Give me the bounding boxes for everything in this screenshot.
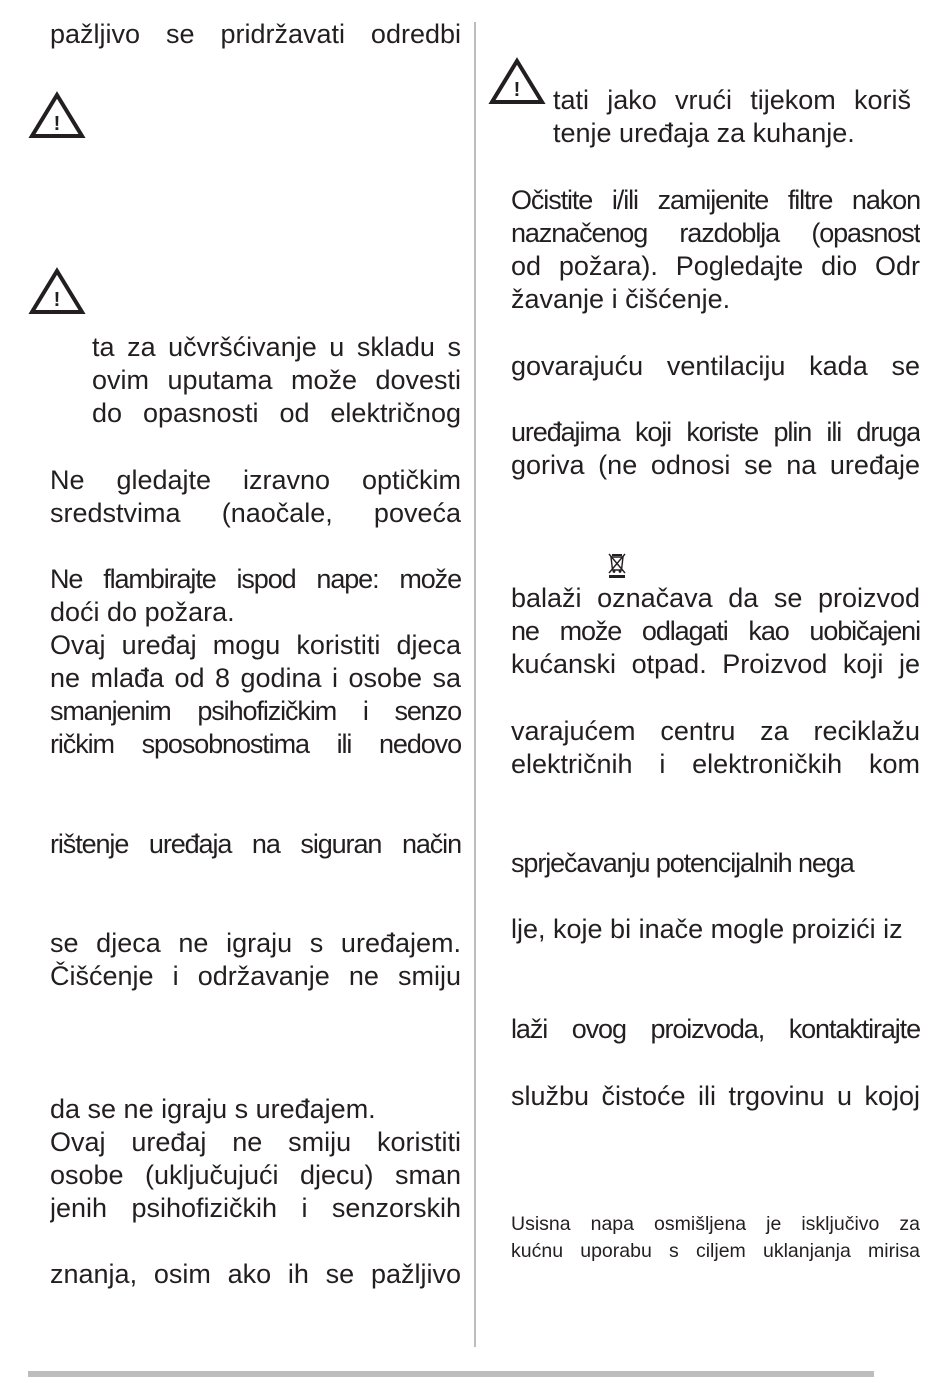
warning-triangle-icon (28, 266, 86, 316)
text-line: smanjenim psihofizičkim i senzo (50, 696, 461, 726)
text-line: tati jako vrući tijekom koriš (553, 85, 911, 115)
text-line: Ne gledajte izravno optičkim (50, 465, 461, 495)
warning-glyph: ! (53, 113, 61, 135)
text-line: znanja, osim ako ih se pažljivo (50, 1259, 461, 1289)
text-line: osobe (uključujući djecu) sman (50, 1160, 461, 1190)
warning-glyph: ! (513, 79, 521, 101)
text-line: Očistite i/ili zamijenite filtre nakon (511, 185, 920, 215)
text-line: ne mlađa od 8 godina i osobe sa (50, 663, 461, 693)
text-line: da se ne igraju s uređajem. (50, 1094, 376, 1124)
text-line: sprječavanju potencijalnih nega (511, 848, 854, 878)
text-line: sredstvima (naočale, poveća (50, 498, 461, 528)
text-line: rištenje uređaja na siguran način (50, 829, 461, 859)
page-footer-rule (28, 1371, 874, 1377)
text-line: naznačenog razdoblja (opasnost (511, 218, 920, 248)
text-line: lje, koje bi inače mogle proizići iz (511, 914, 903, 944)
text-line: govarajuću ventilaciju kada se (511, 351, 920, 381)
text-line: ta za učvršćivanje u skladu s (92, 332, 461, 362)
text-line: se djeca ne igraju s uređajem. (50, 928, 461, 958)
text-line: Usisna napa osmišljena je isključivo za (511, 1213, 920, 1235)
text-line: do opasnosti od električnog (92, 398, 461, 428)
column-divider (474, 22, 476, 1347)
text-line: uređajima koji koriste plin ili druga (511, 417, 920, 447)
warning-triangle-icon (28, 90, 86, 140)
text-line: doći do požara. (50, 597, 235, 627)
text-line: laži ovog proizvoda, kontaktirajte (511, 1014, 920, 1044)
text-line: tenje uređaja za kuhanje. (553, 118, 855, 148)
crossed-out-wheelie-bin-icon (606, 551, 628, 579)
text-line: Ne flambirajte ispod nape: može (50, 564, 461, 594)
text-line: ovim uputama može dovesti (92, 365, 461, 395)
text-line: pažljivo se pridržavati odredbi (50, 19, 461, 49)
text-line: jenih psihofizičkih i senzorskih (50, 1193, 461, 1223)
text-line: kućnu uporabu s ciljem uklanjanja mirisa (511, 1240, 920, 1262)
text-line: električnih i elektroničkih kom (511, 749, 920, 779)
text-line: službu čistoće ili trgovinu u kojoj (511, 1081, 920, 1111)
text-line: ne može odlagati kao uobičajeni (511, 616, 920, 646)
text-line: Ovaj uređaj mogu koristiti djeca (50, 630, 461, 660)
text-line: žavanje i čišćenje. (511, 284, 731, 314)
text-line: Čišćenje i održavanje ne smiju (50, 961, 461, 991)
text-line: od požara). Pogledajte dio Odr (511, 251, 920, 281)
warning-triangle-icon (488, 56, 546, 106)
text-line: kućanski otpad. Proizvod koji je (511, 649, 920, 679)
text-line: Ovaj uređaj ne smiju koristiti (50, 1127, 461, 1157)
text-line: varajućem centru za reciklažu (511, 716, 920, 746)
text-line: goriva (ne odnosi se na uređaje (511, 450, 920, 480)
warning-glyph: ! (53, 289, 61, 311)
text-line: balaži označava da se proizvod (511, 583, 920, 613)
text-line: ričkim sposobnostima ili nedovo (50, 729, 461, 759)
